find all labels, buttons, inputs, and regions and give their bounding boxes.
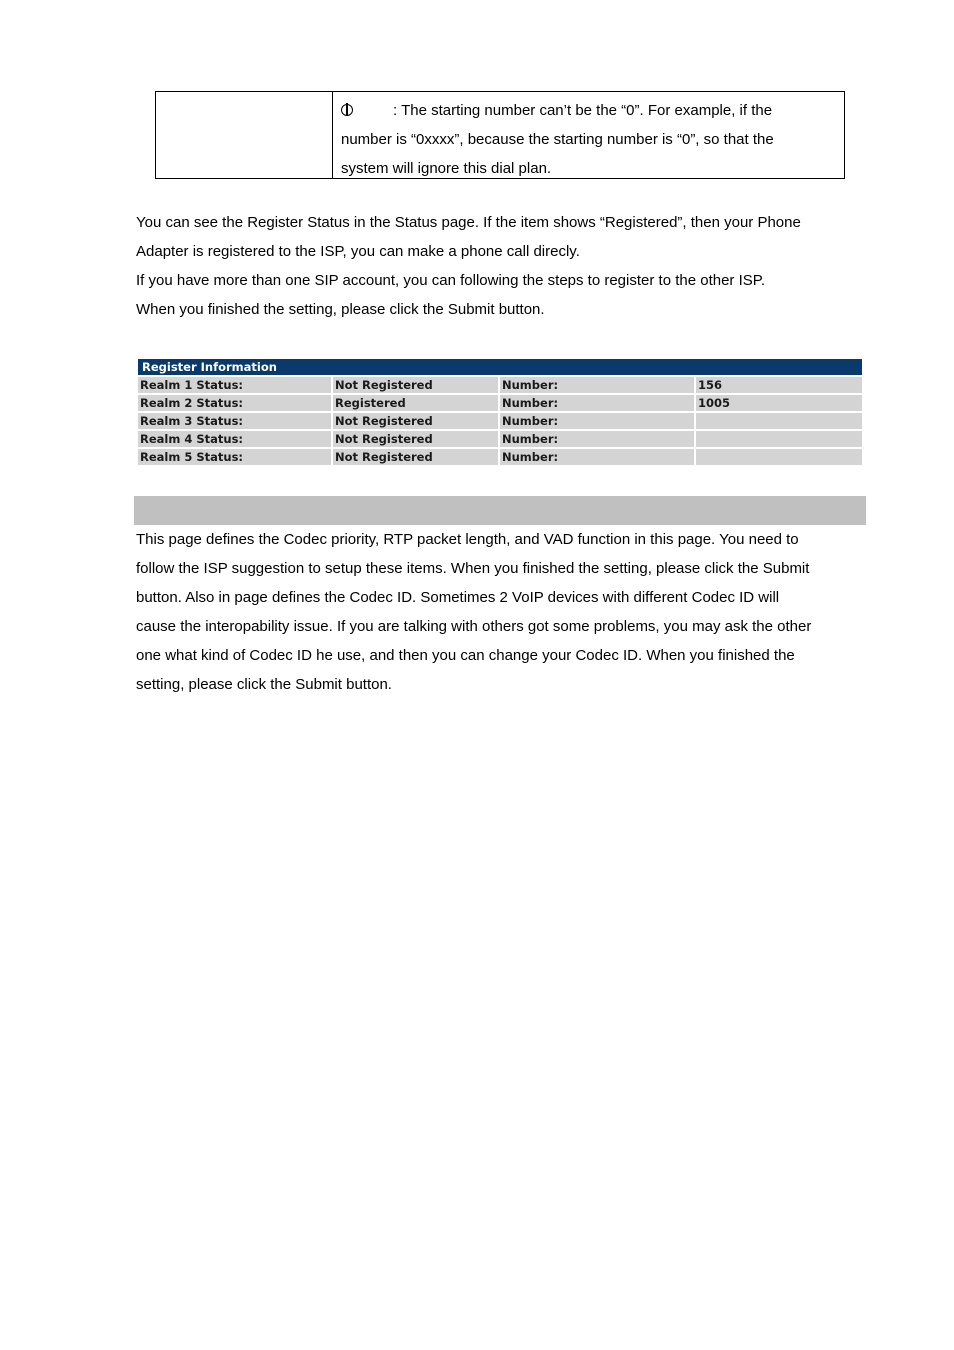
number-label: Number: xyxy=(500,413,694,429)
number-value xyxy=(696,413,862,429)
intro-line-1: You can see the Register Status in the Status page. If the item shows “Registered”, then your Phone xyxy=(136,214,801,231)
note-table-content xyxy=(333,92,844,178)
codec-line-4: cause the interopability issue. If you are talking with others got some problems, you may ask the other xyxy=(136,618,812,635)
register-information-title: Register Information xyxy=(138,359,862,375)
realm-status: Not Registered xyxy=(333,449,498,465)
note-line-1 xyxy=(341,96,836,125)
realm-status: Not Registered xyxy=(333,413,498,429)
number-label: Number: xyxy=(500,395,694,411)
realm-label: Realm 5 Status: xyxy=(138,449,331,465)
realm-label: Realm 2 Status: xyxy=(138,395,331,411)
number-value: 1005 xyxy=(696,395,862,411)
table-row xyxy=(138,377,862,393)
realm-status: Not Registered xyxy=(333,377,498,393)
realm-label: Realm 3 Status: xyxy=(138,413,331,429)
note-text-1: : The starting number can’t be the “0”. For example, if the xyxy=(393,102,773,119)
number-label: Number: xyxy=(500,431,694,447)
intro-line-2: Adapter is registered to the ISP, you can make a phone call direcly. xyxy=(136,243,580,260)
register-information-panel xyxy=(138,359,862,465)
intro-line-3: If you have more than one SIP account, you can following the steps to register to the other ISP. xyxy=(136,272,765,289)
table-row xyxy=(138,449,862,465)
table-row xyxy=(138,431,862,447)
codec-line-5: one what kind of Codec ID he use, and then you can change your Codec ID. When you finished the xyxy=(136,647,795,664)
note-table xyxy=(155,91,845,179)
intro-paragraph xyxy=(136,208,861,324)
realm-status: Not Registered xyxy=(333,431,498,447)
codec-line-1: This page defines the Codec priority, RTP packet length, and VAD function in this page. You need to xyxy=(136,531,799,548)
table-row xyxy=(138,395,862,411)
codec-line-6: setting, please click the Submit button. xyxy=(136,676,392,693)
note-table-left-cell xyxy=(156,92,333,178)
realm-status: Registered xyxy=(333,395,498,411)
realm-label: Realm 1 Status: xyxy=(138,377,331,393)
table-row xyxy=(138,413,862,429)
number-value xyxy=(696,449,862,465)
codec-line-2: follow the ISP suggestion to setup these items. When you finished the setting, please click the Submit xyxy=(136,560,810,577)
note-icon xyxy=(341,104,353,116)
number-label: Number: xyxy=(500,377,694,393)
number-value: 156 xyxy=(696,377,862,393)
realm-label: Realm 4 Status: xyxy=(138,431,331,447)
section-heading-bar xyxy=(134,496,866,525)
codec-paragraph xyxy=(136,525,861,699)
codec-line-3: button. Also in page defines the Codec ID. Sometimes 2 VoIP devices with different Codec ID will xyxy=(136,589,780,606)
number-value xyxy=(696,431,862,447)
intro-line-4: When you finished the setting, please click the Submit button. xyxy=(136,301,545,318)
note-line-3: system will ignore this dial plan. xyxy=(341,160,552,177)
note-line-2: number is “0xxxx”, because the starting number is “0”, so that the xyxy=(341,131,774,148)
number-label: Number: xyxy=(500,449,694,465)
